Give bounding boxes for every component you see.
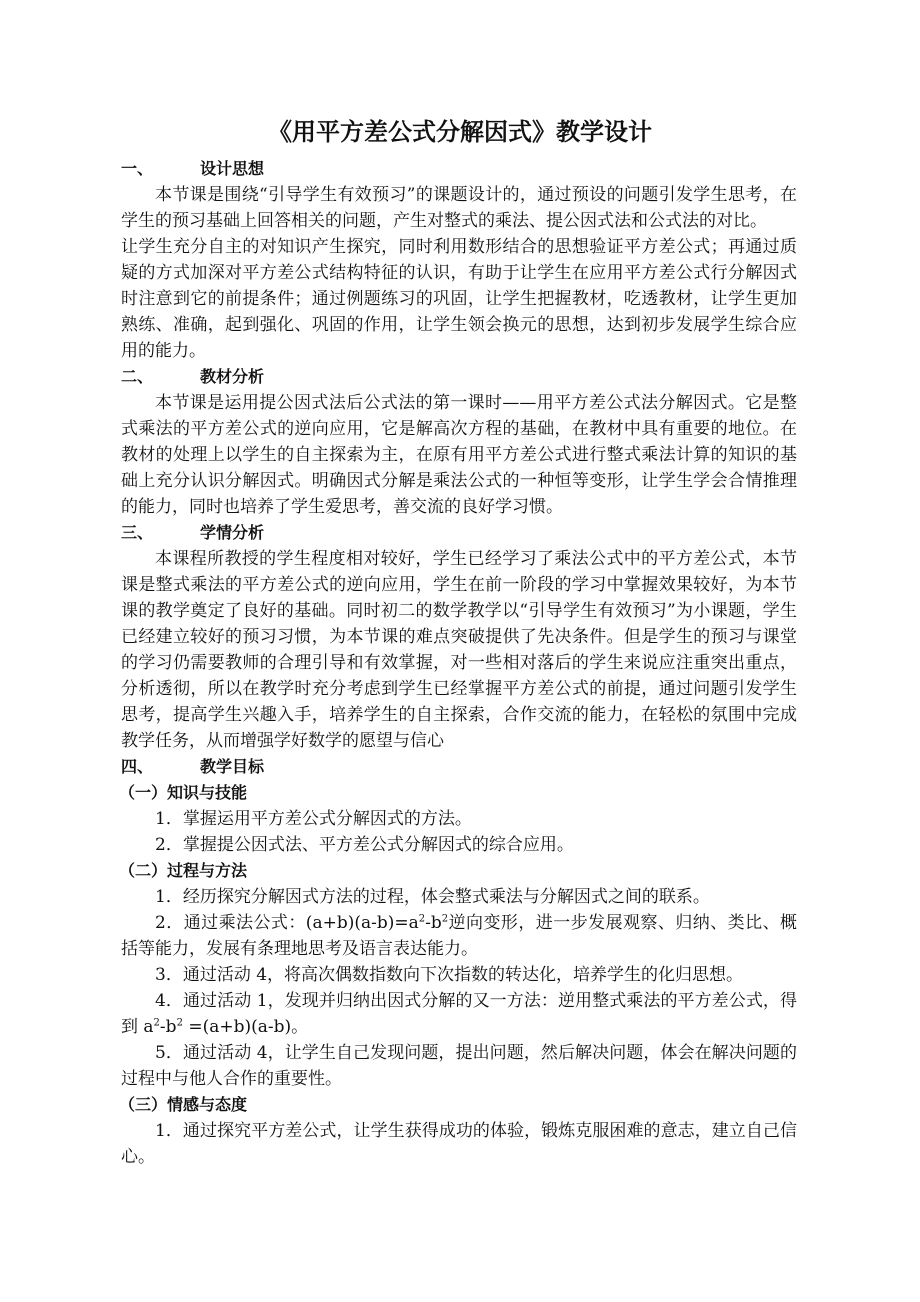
section-heading-design-idea bbox=[121, 156, 797, 182]
section-title: 教学目标 bbox=[200, 757, 265, 776]
document-title: 《用平方差公式分解因式》教学设计 bbox=[268, 118, 652, 146]
paragraph: 本节课是运用提公因式法后公式法的第一课时——用平方差公式法分解因式。它是整式乘法的平方差公式的逆向应用，它是解高次方程的基础，在教材中具有重要的地位。在教材的处理上以学生的自主探索为主，在原有用平方差公式进行整式乘法计算的知识的基础上充分认识分解因式。明确因式分解是乘法公式的一种恒等变形，让学生学会合情推理的能力，同时也培养了学生爱思考，善交流的良好学习惯。 bbox=[121, 393, 797, 517]
section-number: 一、 bbox=[121, 159, 154, 178]
section-heading-teaching-goals bbox=[121, 754, 797, 780]
section-title: 教材分析 bbox=[200, 367, 265, 386]
document-body bbox=[121, 156, 797, 1170]
section-title: 学情分析 bbox=[200, 523, 265, 542]
section-number: 四、 bbox=[121, 757, 154, 776]
section-number: 三、 bbox=[121, 523, 154, 542]
paragraph: 本课程所教授的学生程度相对较好，学生已经学习了乘法公式中的平方差公式，本节课是整式乘法的平方差公式的逆向应用，学生在前一阶段的学习中掌握效果较好，为本节课的教学奠定了良好的基础。同时初二的数学教学以“引导学生有效预习”为小课题，学生已经建立较好的预习习惯，为本节课的难点突破提供了先决条件。但是学生的预习与课堂的学习仍需要教师的合理引导和有效掌握，对一些相对落后的学生来说应注重突出重点，分析透彻，所以在教学时充分考虑到学生已经掌握平方差公式的前提，通过问题引发学生思考，提高学生兴趣入手，培养学生的自主探索，合作交流的能力，在轻松的氛围中完成教学任务，从而增强学好数学的愿望与信心 bbox=[121, 549, 797, 751]
list-item: 1．通过探究平方差公式，让学生获得成功的体验，锻炼克服困难的意志，建立自己信心。 bbox=[121, 1121, 797, 1167]
list-item: 2．掌握提公因式法、平方差公式分解因式的综合应用。 bbox=[155, 835, 574, 855]
paragraph: 让学生充分自主的对知识产生探究，同时利用数形结合的思想验证平方差公式；再通过质疑的方式加深对平方差公式结构特征的认识，有助于让学生在应用平方差公式行分解因式时注意到它的前提条件；通过例题练习的巩固，让学生把握教材，吃透教材，让学生更加熟练、准确，起到强化、巩固的作用，让学生领会换元的思想，达到初步发展学生综合应用的能力。 bbox=[121, 237, 797, 361]
list-item: 1．掌握运用平方差公式分解因式的方法。 bbox=[155, 809, 472, 829]
section-number: 二、 bbox=[121, 367, 154, 386]
list-item: 3．通过活动 4，将高次偶数指数向下次指数的转达化，培养学生的化归思想。 bbox=[155, 965, 744, 985]
subsection-heading-knowledge: （一）知识与技能 bbox=[119, 783, 248, 802]
section-title: 设计思想 bbox=[200, 159, 265, 178]
list-item: 1．经历探究分解因式方法的过程，体会整式乘法与分解因式之间的联系。 bbox=[155, 887, 710, 907]
subsection-heading-process: （二）过程与方法 bbox=[119, 861, 248, 880]
section-heading-material-analysis bbox=[121, 364, 797, 390]
section-heading-student-analysis bbox=[121, 520, 797, 546]
list-item: 2．通过乘法公式：$(a+b)(a-b)=a^2-b^2$逆向变形，进一步发展观察、归纳、类比、概括等能力，发展有条理地思考及语言表达能力。 bbox=[121, 913, 798, 959]
list-item: 4．通过活动 1，发现并归纳出因式分解的又一方法：逆用整式乘法的平方差公式，得到 $a^2-b^2 =(a+b)(a-b)$。 bbox=[121, 991, 797, 1037]
paragraph: 本节课是围绕“引导学生有效预习”的课题设计的，通过预设的问题引发学生思考，在学生的预习基础上回答相关的问题，产生对整式的乘法、提公因式法和公式法的对比。 bbox=[121, 185, 797, 231]
list-item: 5．通过活动 4，让学生自己发现问题，提出问题，然后解决问题，体会在解决问题的过程中与他人合作的重要性。 bbox=[121, 1043, 797, 1089]
subsection-heading-attitude: （三）情感与态度 bbox=[119, 1095, 248, 1114]
